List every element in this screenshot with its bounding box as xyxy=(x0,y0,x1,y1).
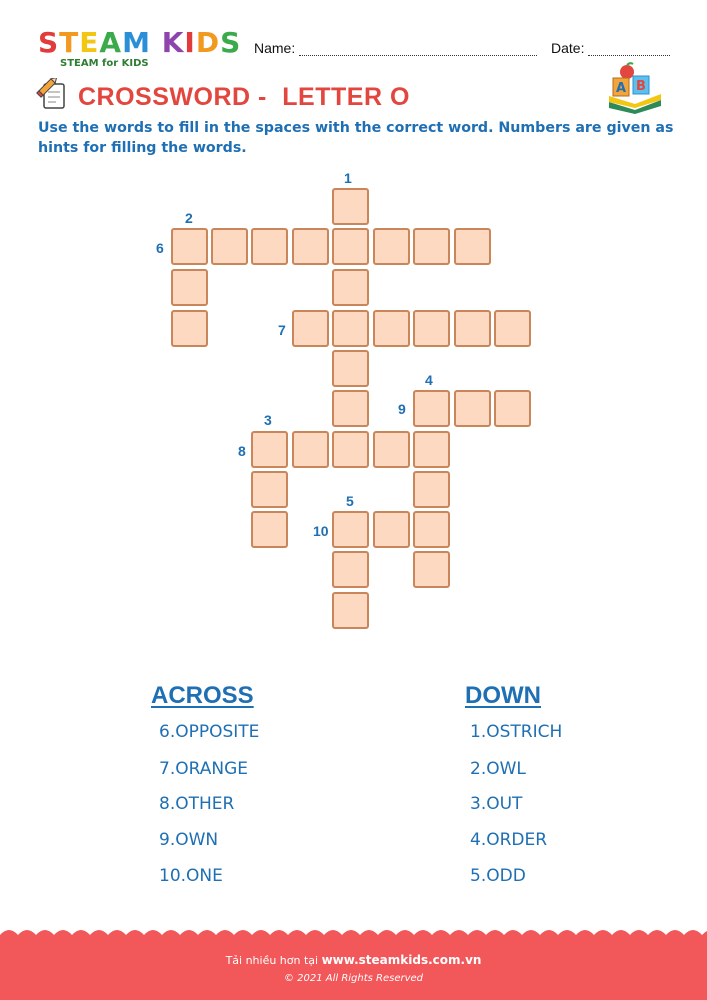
clue-number: 1 xyxy=(344,170,352,186)
clue-number: 5 xyxy=(346,493,354,509)
logo-letter: K xyxy=(161,26,185,59)
crossword-cell[interactable] xyxy=(413,471,450,508)
date-field xyxy=(551,40,670,56)
steam-kids-logo xyxy=(38,28,241,69)
crossword-cell[interactable] xyxy=(332,511,369,548)
clue-number: 3 xyxy=(264,412,272,428)
name-label: Name: xyxy=(254,40,296,56)
crossword-cell[interactable] xyxy=(413,228,450,265)
crossword-cell[interactable] xyxy=(454,310,491,347)
crossword-cell[interactable] xyxy=(413,551,450,588)
clue-number: 6 xyxy=(156,240,164,256)
crossword-cell[interactable] xyxy=(332,310,369,347)
pencil-paper-icon xyxy=(36,78,72,114)
crossword-cell[interactable] xyxy=(292,310,329,347)
crossword-cell[interactable] xyxy=(494,310,531,347)
down-clue: 5.ODD xyxy=(470,866,526,886)
crossword-cell[interactable] xyxy=(332,592,369,629)
across-clue: 6.OPPOSITE xyxy=(159,722,260,742)
crossword-cell[interactable] xyxy=(251,511,288,548)
crossword-cell[interactable] xyxy=(332,269,369,306)
crossword-cell[interactable] xyxy=(251,228,288,265)
logo-subtitle: STEAM for KIDS xyxy=(60,58,149,69)
down-clue: 1.OSTRICH xyxy=(470,722,563,742)
crossword-cell[interactable] xyxy=(494,390,531,427)
crossword-cell[interactable] xyxy=(292,431,329,468)
crossword-cell[interactable] xyxy=(413,390,450,427)
crossword-cell[interactable] xyxy=(332,431,369,468)
date-line xyxy=(588,43,670,56)
logo-letter: A xyxy=(99,26,123,59)
footer xyxy=(0,935,707,1000)
abc-book-icon xyxy=(605,62,665,114)
name-field xyxy=(254,40,537,56)
footer-prefix: Tải nhiều hơn tại xyxy=(225,954,322,967)
clue-number: 4 xyxy=(425,372,433,388)
crossword-cell[interactable] xyxy=(332,188,369,225)
logo-wordmark xyxy=(38,28,241,58)
page-title xyxy=(78,83,410,112)
down-clue: 2.OWL xyxy=(470,759,526,779)
crossword-cell[interactable] xyxy=(413,511,450,548)
crossword-cell[interactable] xyxy=(373,431,410,468)
crossword-cell[interactable] xyxy=(332,390,369,427)
clue-number: 8 xyxy=(238,443,246,459)
logo-letter: E xyxy=(79,26,100,59)
crossword-cell[interactable] xyxy=(454,390,491,427)
down-clue: 4.ORDER xyxy=(470,830,548,850)
date-label: Date: xyxy=(551,40,585,56)
down-heading: DOWN xyxy=(465,682,541,709)
crossword-cell[interactable] xyxy=(292,228,329,265)
logo-letter: I xyxy=(184,26,196,59)
crossword-cell[interactable] xyxy=(332,228,369,265)
logo-letter: S xyxy=(220,26,242,59)
title-letter: LETTER O xyxy=(282,83,410,111)
instructions-text: Use the words to fill in the spaces with the correct word. Numbers are given as hints for filling the words. xyxy=(38,120,674,156)
crossword-cell[interactable] xyxy=(171,228,208,265)
across-heading: ACROSS xyxy=(151,682,254,709)
crossword-cell[interactable] xyxy=(332,551,369,588)
crossword-cell[interactable] xyxy=(413,431,450,468)
crossword-cell[interactable] xyxy=(211,228,248,265)
name-line xyxy=(299,43,537,56)
crossword-cell[interactable] xyxy=(373,511,410,548)
title-crossword: CROSSWORD - xyxy=(78,83,267,111)
crossword-cell[interactable] xyxy=(454,228,491,265)
logo-letter: S xyxy=(38,26,60,59)
clue-number: 7 xyxy=(278,322,286,338)
footer-download-line xyxy=(0,953,707,967)
crossword-cell[interactable] xyxy=(413,310,450,347)
crossword-cell[interactable] xyxy=(373,310,410,347)
footer-site-link[interactable]: www.steamkids.com.vn xyxy=(321,953,482,967)
crossword-cell[interactable] xyxy=(251,431,288,468)
svg-text:B: B xyxy=(636,79,646,94)
clue-number: 10 xyxy=(313,523,329,539)
logo-letter: M xyxy=(122,26,151,59)
crossword-cell[interactable] xyxy=(171,269,208,306)
svg-text:A: A xyxy=(616,81,627,96)
clue-number: 9 xyxy=(398,401,406,417)
down-clue: 3.OUT xyxy=(470,794,523,814)
crossword-cell[interactable] xyxy=(373,228,410,265)
crossword-cell[interactable] xyxy=(332,350,369,387)
across-clue: 8.OTHER xyxy=(159,794,235,814)
clue-number: 2 xyxy=(185,210,193,226)
logo-letter: D xyxy=(195,26,221,59)
across-clue: 9.OWN xyxy=(159,830,219,850)
across-clue: 7.ORANGE xyxy=(159,759,248,779)
crossword-cell[interactable] xyxy=(171,310,208,347)
logo-letter: T xyxy=(59,26,80,59)
crossword-cell[interactable] xyxy=(251,471,288,508)
footer-copyright: © 2021 All Rights Reserved xyxy=(283,973,424,984)
across-clue: 10.ONE xyxy=(159,866,223,886)
